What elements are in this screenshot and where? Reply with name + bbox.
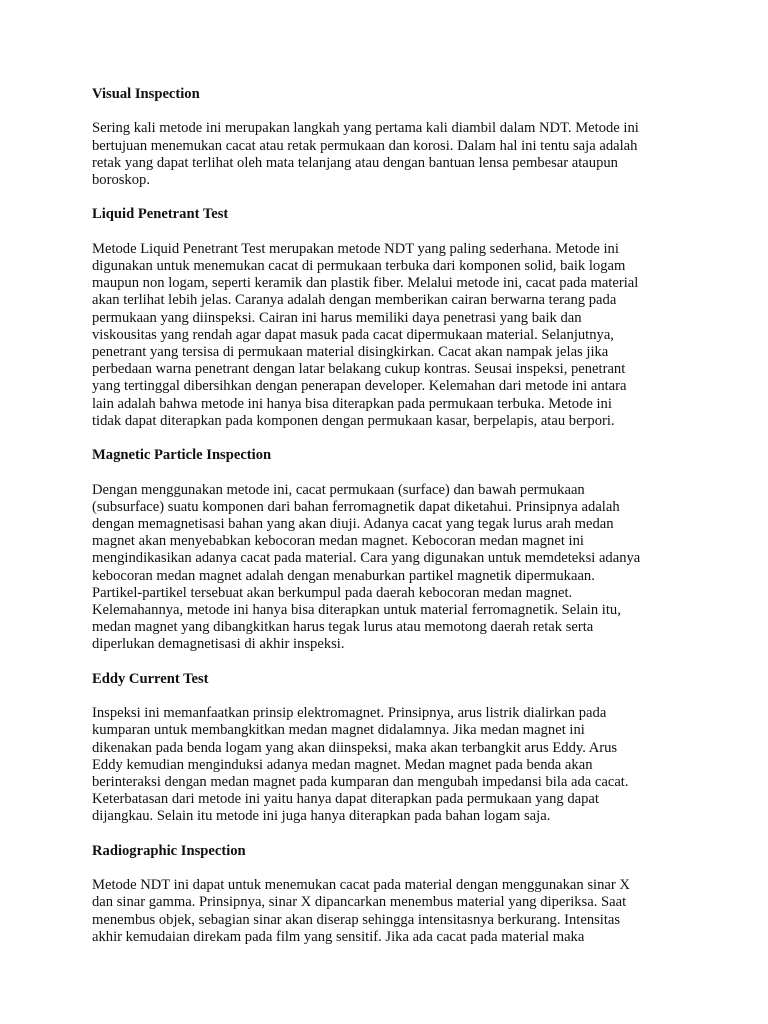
paragraph-line: permukaan yang diinspeksi. Cairan ini harus memiliki daya penetrasi yang baik dan xyxy=(92,309,582,326)
paragraph-line: dikenakan pada benda logam yang akan diinspeksi, maka akan terbangkit arus Eddy. Arus xyxy=(92,739,618,756)
paragraph-line: akan terlihat lebih jelas. Caranya adalah dengan memberikan cairan berwarna terang pada xyxy=(92,292,617,309)
section-heading: Eddy Current Test xyxy=(92,670,209,687)
section-visual-inspection xyxy=(92,86,682,189)
section-paragraph xyxy=(92,877,682,946)
section-heading: Magnetic Particle Inspection xyxy=(92,447,272,464)
paragraph-line: perbedaan warna penetrant dengan latar belakang cukup kontras. Seusai inspeksi, penetrant xyxy=(92,361,626,378)
paragraph-line: kebocoran medan magnet adalah dengan menaburkan partikel magnetik dipermukaan. xyxy=(92,567,595,584)
section-heading: Radiographic Inspection xyxy=(92,842,246,859)
paragraph-line: Metode NDT ini dapat untuk menemukan cacat pada material dengan menggunakan sinar X xyxy=(92,877,630,894)
paragraph-line: medan magnet yang dibangkitkan harus tegak lurus atau memotong daerah retak serta xyxy=(92,619,594,636)
section-eddy-current-test xyxy=(92,671,682,826)
paragraph-line: kumparan untuk membangkitkan medan magnet didalamnya. Jika medan magnet ini xyxy=(92,722,585,739)
paragraph-line: penetrant yang tersisa di permukaan material disingkirkan. Cacat akan nampak jelas jika xyxy=(92,344,609,360)
paragraph-line: menembus objek, sebagian sinar akan diserap sehingga intensitasnya berkurang. Intensitas xyxy=(92,911,621,928)
section-heading: Liquid Penetrant Test xyxy=(92,206,229,223)
paragraph-line: Partikel-partikel tersebuat akan berkumpul pada daerah kebocoran medan magnet. xyxy=(92,584,573,601)
paragraph-line: mengindikasikan adanya cacat pada material. Cara yang digunakan untuk memdeteksi adanya xyxy=(92,550,641,567)
section-paragraph xyxy=(92,120,682,189)
paragraph-line: (subsurface) suatu komponen dari bahan ferromagnetik dapat diketahui. Prinsipnya adalah xyxy=(92,498,620,515)
paragraph-line: boroskop. xyxy=(92,172,150,188)
document-page xyxy=(92,86,682,963)
section-magnetic-particle-inspection xyxy=(92,447,682,653)
paragraph-line: Keterbatasan dari metode ini yaitu hanya dapat diterapkan pada permukaan yang dapat xyxy=(92,791,599,808)
section-paragraph xyxy=(92,705,682,825)
section-radiographic-inspection xyxy=(92,843,682,946)
section-paragraph xyxy=(92,482,682,654)
paragraph-line: viskousitas yang rendah agar dapat masuk pada cacat dipermukaan material. Selanjutnya, xyxy=(92,326,614,343)
paragraph-line: akhir kemudaian direkam pada film yang sensitif. Jika ada cacat pada material maka xyxy=(92,928,585,945)
paragraph-line: berinteraksi dengan medan magnet pada kumparan dan mengubah impedansi bila ada cacat. xyxy=(92,774,629,791)
paragraph-line: Dengan menggunakan metode ini, cacat permukaan (surface) dan bawah permukaan xyxy=(92,481,585,498)
paragraph-line: dijangkau. Selain itu metode ini juga hanya diterapkan pada bahan logam saja. xyxy=(92,808,551,825)
paragraph-line: digunakan untuk menemukan cacat di permukaan terbuka dari komponen solid, baik logam xyxy=(92,257,626,274)
paragraph-line: maupun non logam, seperti keramik dan plastik fiber. Melalui metode ini, cacat pada material xyxy=(92,275,639,292)
paragraph-line: lain adalah bahwa metode ini hanya bisa diterapkan pada permukaan terbuka. Metode ini xyxy=(92,395,612,412)
paragraph-line: Inspeksi ini memanfaatkan prinsip elektromagnet. Prinsipnya, arus listrik dialirkan pada xyxy=(92,705,607,722)
section-heading: Visual Inspection xyxy=(92,86,200,102)
section-liquid-penetrant-test xyxy=(92,206,682,430)
paragraph-line: dan sinar gamma. Prinsipnya, sinar X dipancarkan menembus material yang diperiksa. Saat xyxy=(92,894,627,911)
paragraph-line: Kelemahannya, metode ini hanya bisa diterapkan untuk material ferromagnetik. Selain itu, xyxy=(92,602,621,619)
paragraph-line: bertujuan menemukan cacat atau retak permukaan dan korosi. Dalam hal ini tentu saja adalah xyxy=(92,137,638,154)
paragraph-line: yang tertinggal dibersihkan dengan penerapan developer. Kelemahan dari metode ini antara xyxy=(92,378,627,395)
paragraph-line: Metode Liquid Penetrant Test merupakan metode NDT yang paling sederhana. Metode ini xyxy=(92,240,619,257)
paragraph-line: diperlukan demagnetisasi di akhir inspeksi. xyxy=(92,636,345,653)
paragraph-line: retak yang dapat terlihat oleh mata telanjang atau dengan bantuan lensa pembesar ataupun xyxy=(92,154,618,171)
section-paragraph xyxy=(92,241,682,430)
paragraph-line: Sering kali metode ini merupakan langkah yang pertama kali diambil dalam NDT. Metode ini xyxy=(92,120,639,137)
paragraph-line: dengan memagnetisasi bahan yang akan diuji. Adanya cacat yang tegak lurus arah medan xyxy=(92,516,614,532)
paragraph-line: Eddy kemudian menginduksi adanya medan magnet. Medan magnet pada benda akan xyxy=(92,756,593,773)
paragraph-line: tidak dapat diterapkan pada komponen dengan permukaan kasar, berpelapis, atau berpori. xyxy=(92,412,615,429)
paragraph-line: magnet akan menyebabkan kebocoran medan magnet. Kebocoran medan magnet ini xyxy=(92,533,584,550)
